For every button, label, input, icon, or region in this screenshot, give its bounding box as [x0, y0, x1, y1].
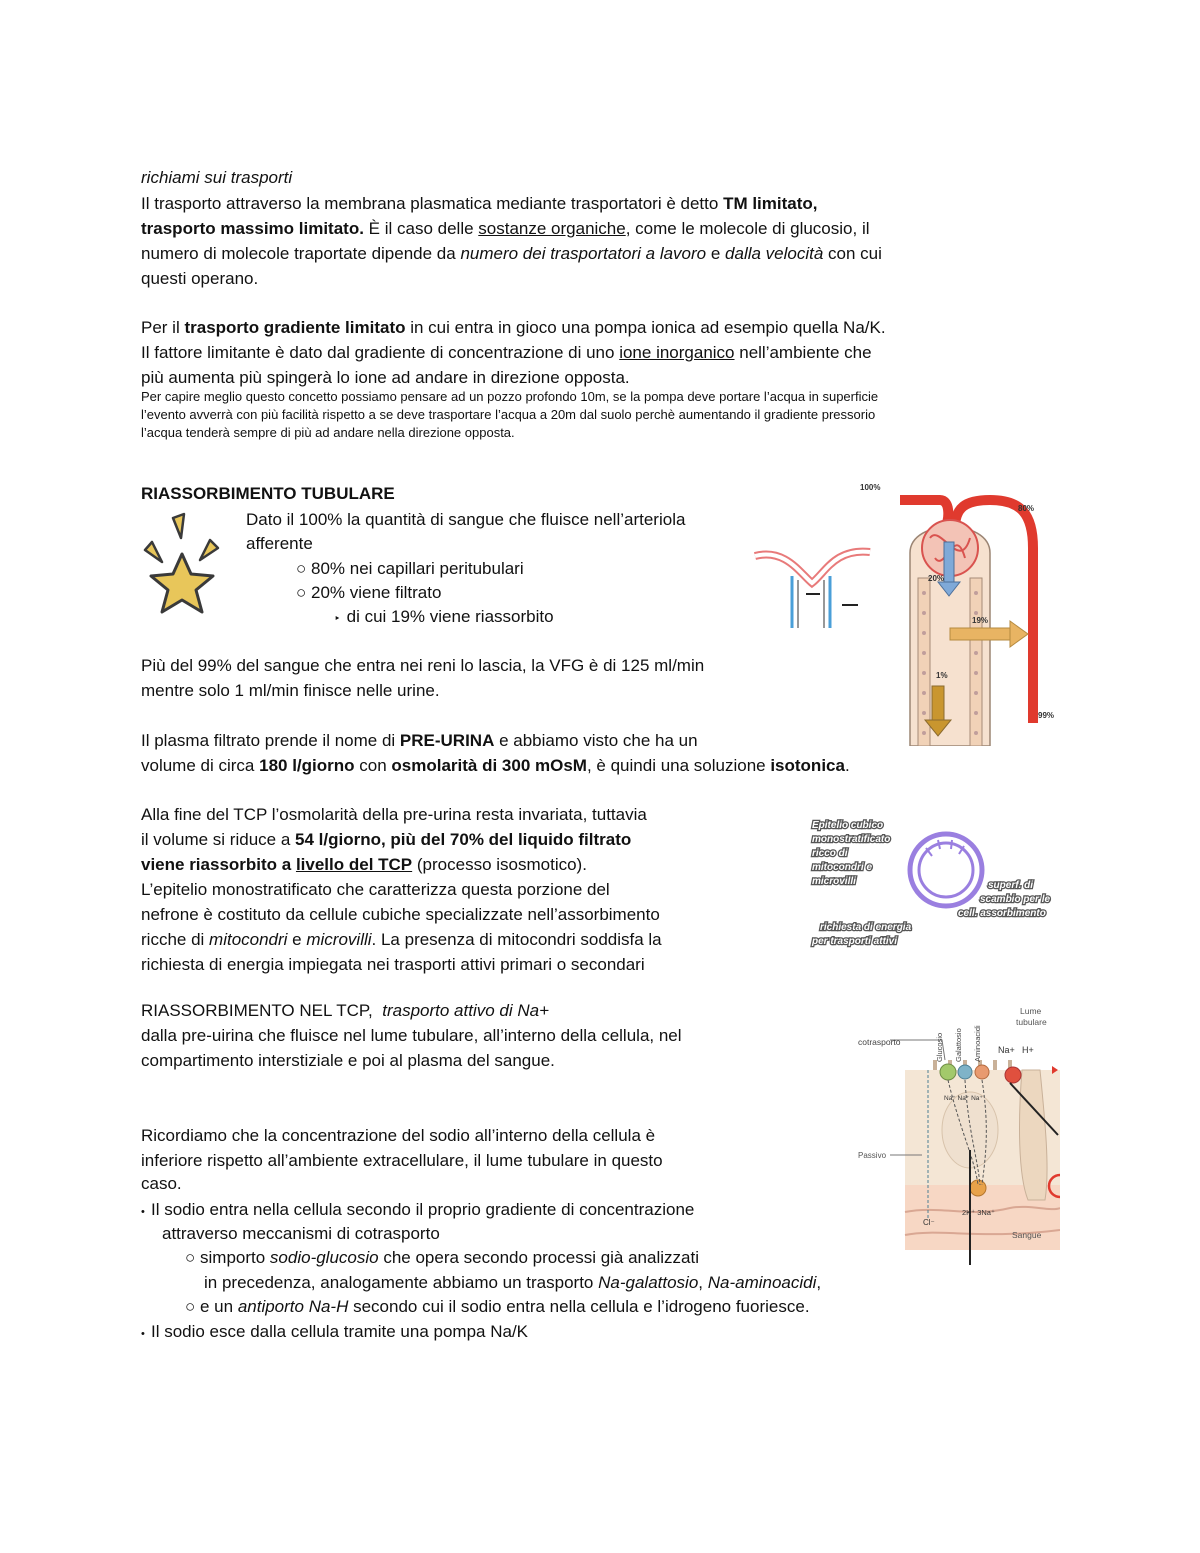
- section1-line1: Dato il 100% la quantità di sangue che fluisce nell’arteriola: [246, 510, 686, 529]
- label-glucosio: Glucosio: [935, 1032, 944, 1062]
- text: È il caso delle: [363, 219, 479, 238]
- bullet-icon: •: [141, 1206, 151, 1218]
- intro-p1-line1: [141, 192, 818, 216]
- note-mitocondri: mitocondri e: [812, 862, 873, 873]
- intro-p2-line3: più aumenta più spingerà lo ione ad andare in direzione opposta.: [141, 368, 630, 387]
- intro-note-line3: l’acqua tenderà sempre di più ad andare nella direzione opposta.: [141, 425, 515, 440]
- note-energia: richiesta di energia: [820, 922, 912, 933]
- underlined-term: sostanze organiche: [478, 219, 626, 238]
- text: il volume si riduce a: [141, 830, 296, 849]
- bold-underlined-term: livello del TCP: [295, 855, 413, 874]
- bold-term: isotonica: [770, 756, 845, 775]
- text: in cui entra in gioco una pompa ionica ad esempio quella Na/K.: [405, 318, 886, 337]
- text: Il trasporto attraverso la membrana plasmatica mediante trasportatori è detto: [141, 194, 724, 213]
- text: e: [706, 244, 726, 263]
- text: numero di molecole traportate dipende da: [141, 244, 461, 263]
- intro-p2-line1: [141, 316, 886, 340]
- text: nell’ambiente che: [734, 343, 872, 362]
- bold-term: TM limitato,: [723, 194, 818, 213]
- text: Il fattore limitante è dato dal gradiente di concentrazione di uno: [141, 343, 620, 362]
- italic-term: antiporto Na-H: [237, 1297, 349, 1316]
- filtration-arrow: [944, 542, 954, 582]
- note-ricco: ricco di: [812, 848, 848, 859]
- bullet-sodio-esce: [141, 1320, 528, 1346]
- bullet-sodio-entra: [141, 1198, 694, 1224]
- text: con: [354, 756, 392, 775]
- text: ,: [816, 1273, 822, 1292]
- italic-term: Na-aminoacidi: [707, 1273, 817, 1292]
- text: con cui: [823, 244, 882, 263]
- section2-p2-line2: inferiore rispetto all’ambiente extracellulare, il lume tubulare in questo: [141, 1151, 663, 1170]
- aminoacid-transporter-icon: [975, 1065, 989, 1079]
- bold-term: viene riassorbito a: [141, 855, 296, 874]
- text: , è quindi una soluzione: [586, 756, 771, 775]
- section2-line2: compartimento interstiziale e poi al plasma del sangue.: [141, 1051, 555, 1070]
- text: e: [287, 930, 307, 949]
- italic-term: microvilli: [306, 930, 372, 949]
- bold-term: 54 l/giorno, più del 70% del liquido filtrato: [295, 830, 632, 849]
- hollow-bullet-icon: ○: [185, 1297, 200, 1316]
- label-passivo: Passivo: [858, 1151, 887, 1160]
- excretion-arrow: [932, 686, 944, 720]
- label-aminoacidi: Aminoacidi: [973, 1025, 982, 1062]
- section2-title-italic: trasporto attivo di Na+: [382, 1001, 550, 1020]
- note-epitelio: Epitelio cubico: [812, 820, 884, 831]
- italic-term: dalla velocità: [725, 244, 824, 263]
- intro-note-line1: Per capire meglio questo concetto possiamo pensare ad un pozzo profondo 10m, se la pompa deve portare l’acqua in superficie: [141, 389, 879, 404]
- note-trasporti: per trasporti attivi: [812, 936, 898, 947]
- hollow-bullet-icon: ○: [296, 559, 311, 578]
- bold-term: osmolarità di 300 mOsM: [391, 756, 587, 775]
- section1-p4-line1: Alla fine del TCP l’osmolarità della pre-urina resta invariata, tuttavia: [141, 805, 647, 824]
- text: e abbiamo visto che ha un: [494, 731, 698, 750]
- section1-title: RIASSORBIMENTO TUBULARE: [141, 484, 395, 503]
- note-scambio: scambio per le: [980, 894, 1051, 905]
- text: che opera secondo processi già analizzati: [378, 1248, 699, 1267]
- text: 20% viene filtrato: [311, 583, 442, 602]
- intro-p1-line4: questi operano.: [141, 269, 259, 288]
- text: e un: [200, 1297, 238, 1316]
- note-monostrat: monostratificato: [812, 834, 891, 845]
- nephron-filtration-figure: [750, 478, 1070, 746]
- galactose-transporter-icon: [958, 1065, 972, 1079]
- label-99: 99%: [1038, 711, 1055, 720]
- section2-title: [141, 999, 549, 1023]
- reabsorption-arrow: [950, 628, 1010, 640]
- subbullet-antiporto: [185, 1295, 810, 1319]
- text: Il plasma filtrato prende il nome di: [141, 731, 400, 750]
- bold-term: trasporto gradiente limitato: [184, 318, 406, 337]
- text: di cui 19% viene riassorbito: [346, 607, 554, 626]
- text: , come le molecole di glucosio, il: [625, 219, 870, 238]
- bullet-sodio-entra-cont: attraverso meccanismi di cotrasporto: [162, 1224, 440, 1243]
- bullet-19: [334, 605, 554, 631]
- label-lume: Lume: [1020, 1006, 1042, 1016]
- epithelium-notes-figure: [808, 812, 1078, 962]
- section2-p2-line3: caso.: [141, 1174, 182, 1193]
- label-galattosio: Galattosio: [954, 1028, 963, 1062]
- label-80: 80%: [1018, 504, 1035, 513]
- note-cell-assorb: cell. assorbimento: [958, 908, 1046, 919]
- label-na: Na+: [998, 1045, 1015, 1055]
- bold-term: trasporto massimo limitato.: [141, 219, 364, 238]
- star-icon: [140, 510, 225, 625]
- hollow-bullet-icon: ○: [185, 1248, 200, 1267]
- section2-p2-line1: Ricordiamo che la concentrazione del sodio all’interno della cellula è: [141, 1126, 656, 1145]
- section1-p4-line2: [141, 828, 631, 852]
- section1-p4-line6: [141, 928, 662, 952]
- text: Per il: [141, 318, 185, 337]
- section1-p3-line2: [141, 754, 850, 778]
- bold-term: 180 l/giorno: [259, 756, 355, 775]
- sglt-transporter-icon: [940, 1064, 956, 1080]
- section1-p3-line1: [141, 729, 698, 753]
- intro-heading: richiami sui trasporti: [141, 168, 293, 187]
- section1-p4-line3: [141, 853, 587, 877]
- label-sangue: Sangue: [1012, 1230, 1042, 1240]
- intro-note-line2: l’evento avverrà con più facilità rispetto a se deve trasportare l’acqua a 20m dal suolo perchè aumentando il gradiente pressorio: [141, 407, 876, 422]
- text: 80% nei capillari peritubulari: [311, 559, 524, 578]
- text: ricche di: [141, 930, 210, 949]
- note-superf: superf. di: [988, 880, 1034, 891]
- italic-term: sodio-glucosio: [269, 1248, 379, 1267]
- italic-term: numero dei trasportatori a lavoro: [460, 244, 707, 263]
- bullet-icon: •: [141, 1328, 151, 1340]
- section1-line2: afferente: [246, 534, 313, 553]
- label-19: 19%: [972, 616, 989, 625]
- bullet-20: [296, 581, 441, 605]
- hollow-bullet-icon: ○: [296, 583, 311, 602]
- section1-p2-line1: Più del 99% del sangue che entra nei reni lo lascia, la VFG è di 125 ml/min: [141, 656, 705, 675]
- section1-p2-line2: mentre solo 1 ml/min finisce nelle urine.: [141, 681, 440, 700]
- label-20: 20%: [928, 574, 945, 583]
- section1-p4-line4: L’epitelio monostratificato che caratterizza questa porzione del: [141, 880, 610, 899]
- subbullet-simporto: [185, 1246, 699, 1270]
- intro-p1-line3: [141, 242, 882, 266]
- italic-term: Na-galattosio: [598, 1273, 699, 1292]
- label-h: H+: [1022, 1045, 1034, 1055]
- text: ,: [698, 1273, 708, 1292]
- tcp-transport-figure: [850, 1000, 1060, 1265]
- bullet-80: [296, 557, 524, 581]
- tubule-cross-section-icon: [910, 834, 982, 906]
- label-pump: 2K⁺ 3Na⁺: [962, 1208, 995, 1217]
- text: volume di circa: [141, 756, 260, 775]
- label-cotrasporto: cotrasporto: [858, 1037, 901, 1047]
- text: simporto: [200, 1248, 270, 1267]
- section2-line1: dalla pre-uirina che fluisce nel lume tubulare, all’interno della cellula, nel: [141, 1026, 682, 1045]
- triangle-bullet-icon: ‣: [334, 613, 347, 625]
- label-cl: Cl⁻: [923, 1218, 935, 1227]
- section2-title-text: RIASSORBIMENTO NEL TCP,: [141, 1001, 373, 1020]
- subbullet-simporto-cont: [204, 1271, 821, 1295]
- italic-term: mitocondri: [209, 930, 288, 949]
- text: . La presenza di mitocondri soddisfa la: [371, 930, 662, 949]
- text: in precedenza, analogamente abbiamo un trasporto: [204, 1273, 599, 1292]
- text: Il sodio entra nella cellula secondo il proprio gradiente di concentrazione: [150, 1200, 695, 1219]
- text: secondo cui il sodio entra nella cellula e l’idrogeno fuoriesce.: [348, 1297, 810, 1316]
- section1-p4-line5: nefrone è costituto da cellule cubiche specializzate nell’assorbimento: [141, 905, 660, 924]
- underlined-term: ione inorganico: [619, 343, 735, 362]
- section1-p4-line7: richiesta di energia impiegata nei trasporti attivi primari o secondari: [141, 955, 645, 974]
- text: Il sodio esce dalla cellula tramite una pompa Na/K: [150, 1322, 529, 1341]
- label-na-ions: Na⁺ Na⁺ Na⁺: [944, 1095, 983, 1102]
- label-tubulare: tubulare: [1016, 1017, 1047, 1027]
- na-h-antiporter-icon: [1005, 1067, 1021, 1083]
- text: (processo isosmotico).: [412, 855, 587, 874]
- bold-term: PRE-URINA: [399, 731, 495, 750]
- note-microvilli: microvilli: [812, 876, 856, 887]
- intro-p1-line2: [141, 217, 870, 241]
- label-100: 100%: [860, 483, 881, 492]
- intro-p2-line2: [141, 341, 872, 365]
- label-1: 1%: [936, 671, 948, 680]
- text: .: [844, 756, 850, 775]
